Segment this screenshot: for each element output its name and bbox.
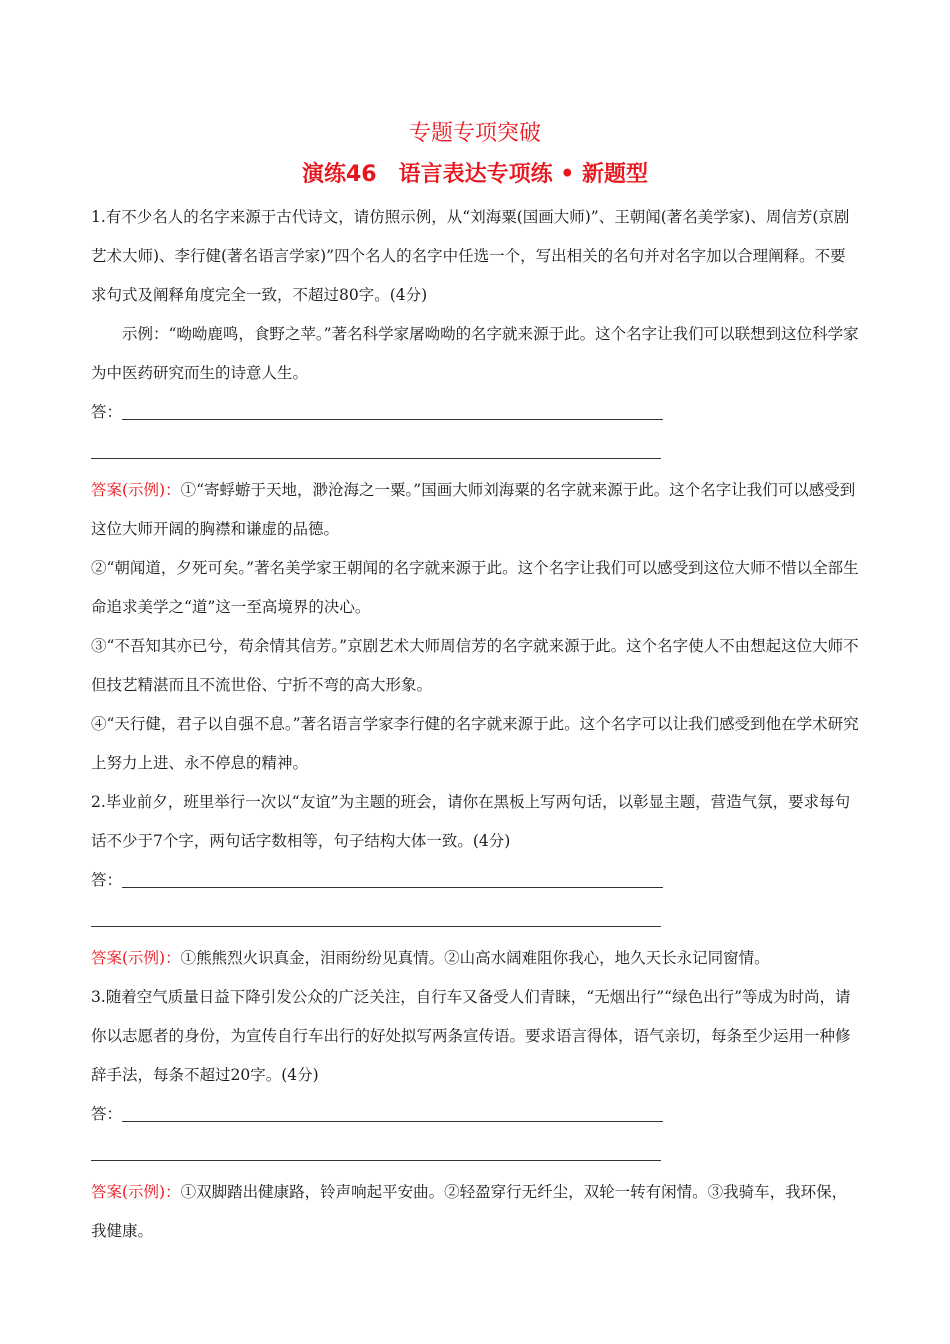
answer-rule: [122, 873, 663, 888]
question-2-blank-line: [91, 900, 861, 939]
answer-key-text: ①“寄蜉蝣于天地，渺沧海之一粟。”国画大师刘海粟的名字就来源于此。这个名字让我们可以感受到这位大师开阔的胸襟和谦虚的品德。: [91, 481, 856, 538]
answer-rule: [122, 405, 663, 420]
answer-key-text: ①熊熊烈火识真金，泪雨纷纷见真情。②山高水阔难阻你我心，地久天长永记同窗情。: [180, 949, 770, 967]
answer-label: 答：: [91, 871, 123, 889]
question-3-key: [91, 1173, 861, 1251]
question-3-stem: 3.随着空气质量日益下降引发公众的广泛关注，自行车又备受人们青睐，“无烟出行”“绿色出行”等成为时尚，请你以志愿者的身份，为宣传自行车出行的好处拟写两条宣传语。要求语言得体，语气亲切，每条至少运用一种修辞手法，每条不超过20字。(4分): [91, 988, 851, 1084]
answer-rule: [91, 1160, 661, 1161]
answer-key-label: 答案(示例)：: [91, 1183, 181, 1201]
exercise-number: 演练46: [301, 162, 377, 187]
answer-rule: [122, 1107, 663, 1122]
question-1-key-4: ④“天行健，君子以自强不息。”著名语言学家李行健的名字就来源于此。这个名字可以让我们感受到他在学术研究上努力上进、永不停息的精神。: [91, 715, 859, 772]
answer-key-label: 答案(示例)：: [91, 481, 181, 499]
answer-rule: [91, 458, 661, 459]
question-1-example: 示例：“呦呦鹿鸣，食野之苹。”著名科学家屠呦呦的名字就来源于此。这个名字让我们可以联想到这位科学家为中医药研究而生的诗意人生。: [91, 325, 859, 382]
page-title: 专题专项突破: [408, 121, 541, 146]
question-1-key-3: ③“不吾知其亦已兮，苟余情其信芳。”京剧艺术大师周信芳的名字就来源于此。这个名字使人不由想起这位大师不但技艺精湛而且不流世俗、宁折不弯的高大形象。: [91, 637, 859, 694]
question-1-blank-line: [91, 432, 861, 471]
question-3-answer-line: [91, 1095, 861, 1134]
question-2-key: [91, 939, 861, 978]
question-1-key-2: ②“朝闻道，夕死可矣。”著名美学家王朝闻的名字就来源于此。这个名字让我们可以感受到这位大师不惜以全部生命追求美学之“道”这一至高境界的决心。: [91, 559, 859, 616]
document-body: [91, 198, 861, 1251]
answer-rule: [91, 926, 661, 927]
exercise-topic: 语言表达专项练 • 新题型: [398, 161, 648, 187]
page-subtitle: [0, 160, 950, 189]
answer-key-label: 答案(示例)：: [91, 949, 181, 967]
question-3-blank-line: [91, 1134, 861, 1173]
question-1-key-1: [91, 471, 861, 549]
question-2-stem: 2.毕业前夕，班里举行一次以“友谊”为主题的班会，请你在黑板上写两句话，以彰显主题，营造气氛，要求每句话不少于7个字，两句话字数相等，句子结构大体一致。(4分): [91, 793, 851, 850]
question-1-stem: 1.有不少名人的名字来源于古代诗文，请仿照示例，从“刘海粟(国画大师)”、王朝闻(著名美学家)、周信芳(京剧艺术大师)、李行健(著名语言学家)”四个名人的名字中任选一个，写出相关的名句并对名字加以合理阐释。不要求句式及阐释角度完全一致，不超过80字。(4分): [91, 208, 850, 304]
answer-label: 答：: [91, 1105, 123, 1123]
question-2-answer-line: [91, 861, 861, 900]
answer-key-text: ①双脚踏出健康路，铃声响起平安曲。②轻盈穿行无纤尘，双轮一转有闲情。③我骑车，我环保，我健康。: [91, 1183, 848, 1240]
answer-label: 答：: [91, 403, 123, 421]
question-1-answer-line: [91, 393, 861, 432]
